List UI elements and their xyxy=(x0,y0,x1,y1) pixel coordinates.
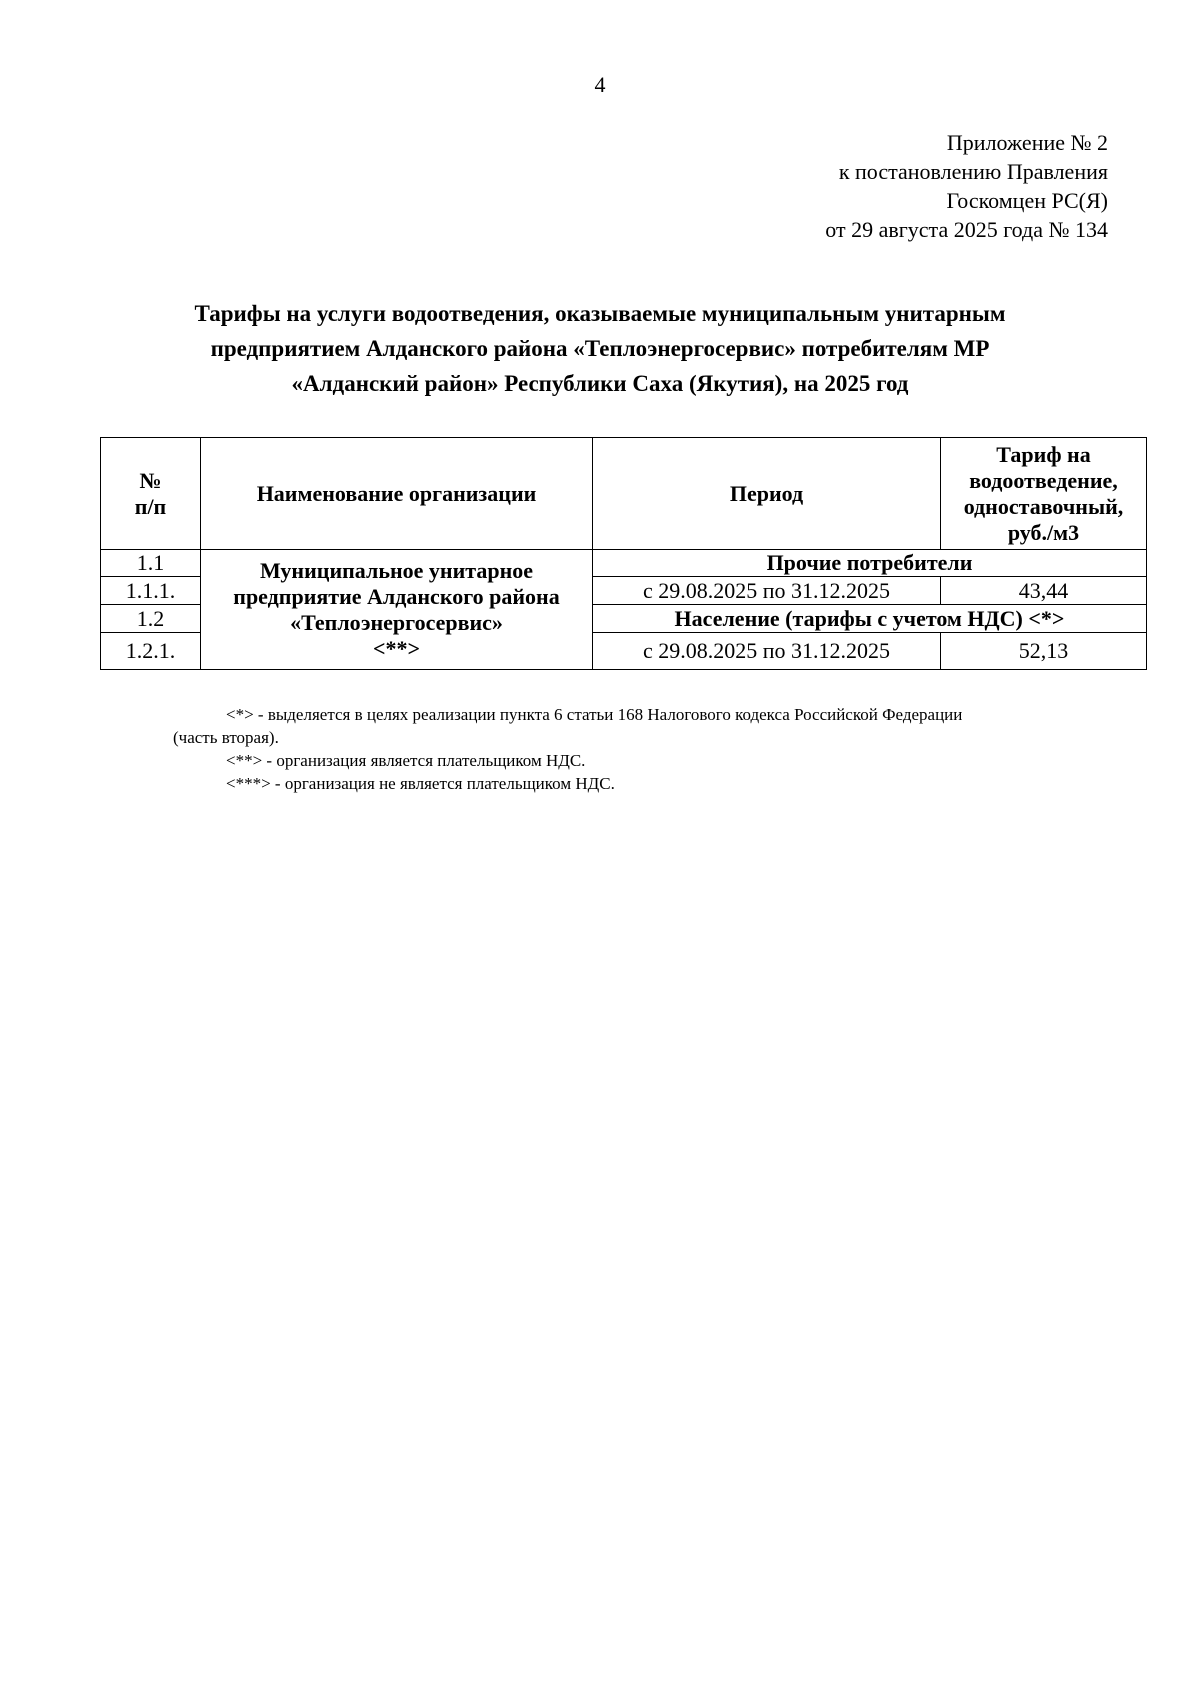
row-number: 1.2 xyxy=(101,605,201,633)
header-number: № п/п xyxy=(101,438,201,550)
tariff-cell: 43,44 xyxy=(941,577,1147,605)
table-row xyxy=(101,550,1147,577)
appendix-line-4: от 29 августа 2025 года № 134 xyxy=(825,217,1108,242)
footnote-1: <*> - выделяется в целях реализации пункта 6 статьи 168 Налогового кодекса Российской Федерации xyxy=(226,705,963,724)
tariff-table xyxy=(100,437,1147,670)
title-line-2: предприятием Алданского района «Теплоэнергосервис» потребителям МР xyxy=(210,336,990,361)
row-number: 1.1.1. xyxy=(101,577,201,605)
organization-name: Муниципальное унитарное предприятие Алданского района «Теплоэнергосервис» <**> xyxy=(201,550,593,670)
tariff-cell: 52,13 xyxy=(941,633,1147,670)
period-cell: с 29.08.2025 по 31.12.2025 xyxy=(593,633,941,670)
row-number: 1.2.1. xyxy=(101,633,201,670)
title-line-3: «Алданский район» Республики Саха (Якутия), на 2025 год xyxy=(291,371,909,396)
consumer-group: Население (тарифы с учетом НДС) <*> xyxy=(593,605,1147,633)
appendix-reference xyxy=(825,128,1108,244)
header-organization: Наименование организации xyxy=(201,438,593,550)
appendix-line-2: к постановлению Правления xyxy=(838,159,1108,184)
title-line-1: Тарифы на услуги водоотведения, оказываемые муниципальным унитарным xyxy=(194,301,1006,326)
table-header-row xyxy=(101,438,1147,550)
page-number: 4 xyxy=(594,72,606,97)
consumer-group: Прочие потребители xyxy=(593,550,1147,577)
appendix-line-1: Приложение № 2 xyxy=(946,130,1108,155)
appendix-line-3: Госкомцен РС(Я) xyxy=(946,188,1108,213)
row-number: 1.1 xyxy=(101,550,201,577)
footnotes xyxy=(173,703,1153,795)
header-tariff: Тариф на водоотведение, одноставочный, руб./м3 xyxy=(941,438,1147,550)
period-cell: с 29.08.2025 по 31.12.2025 xyxy=(593,577,941,605)
footnote-2: <**> - организация является плательщиком НДС. xyxy=(226,751,586,770)
header-period: Период xyxy=(593,438,941,550)
document-title xyxy=(150,296,1050,401)
footnote-3: <***> - организация не является плательщиком НДС. xyxy=(226,774,615,793)
footnote-1-continued: (часть вторая). xyxy=(173,728,279,747)
